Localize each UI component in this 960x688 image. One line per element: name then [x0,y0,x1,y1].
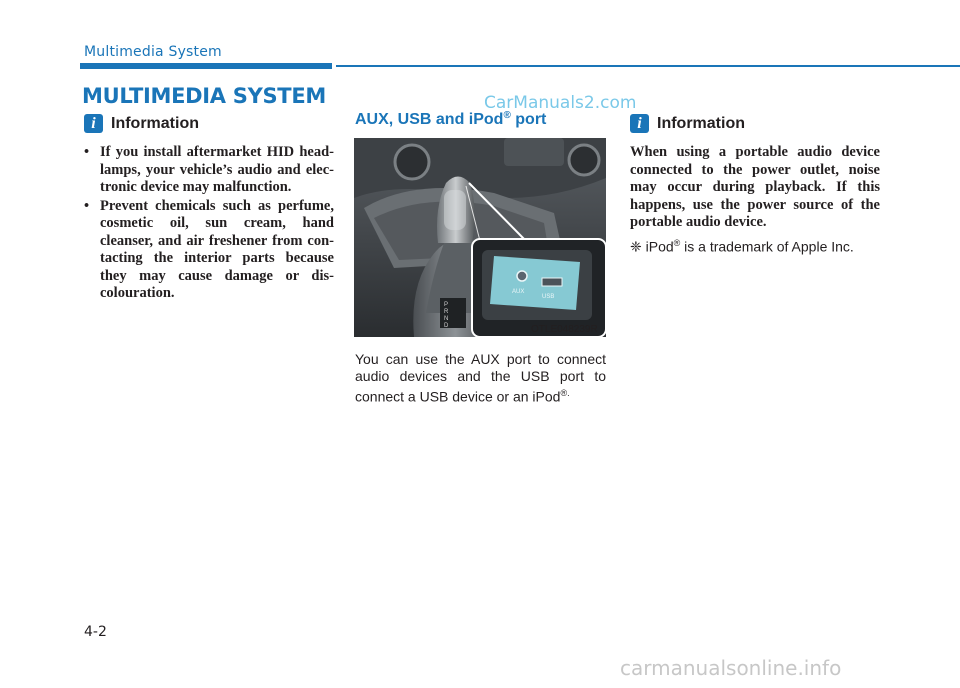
aux-title-suffix: port [510,111,547,128]
aux-body-main: You can use the AUX port to connect audio devices and the USB port to connect a USB device or an iPod [355,351,606,405]
trademark-sup: ® [673,238,681,248]
watermark-top: CarManuals2.com [484,93,637,113]
info-left-heading [84,114,199,133]
watermark-bottom: carmanualsonline.info [620,656,842,680]
aux-section-title [355,110,546,129]
gear-label-n: N [444,316,449,322]
aux-body-sup: ®. [560,388,570,398]
page-title: MULTIMEDIA SYSTEM [82,84,326,108]
trademark-prefix: ❈ iPod [630,238,674,255]
section-header: Multimedia System [84,44,222,60]
aux-port-label: AUX [512,289,525,295]
info-left-title: Information [111,114,199,132]
info-right-title: Information [657,114,745,132]
bullet-item: • If you install aftermarket HID head-lamps, your vehicle’s audio and elec-tronic device may malfunction. [84,144,334,197]
trademark-suffix: is a trademark of Apple Inc. [680,238,854,255]
page-number: 4-2 [84,624,107,640]
info-right-heading [630,114,745,133]
aux-title-text: AUX, USB and iPod [355,111,504,128]
aux-body-text [355,351,606,406]
trademark-note [630,238,890,256]
info-icon: i [630,114,649,133]
gear-label-d: D [444,323,449,329]
header-bar [80,63,332,69]
gear-label-r: R [444,309,449,315]
photo-code: OTLE048239R [531,324,598,335]
usb-port-label: USB [542,294,555,300]
aux-title-sup: ® [503,110,511,121]
info-right-body: When using a portable audio device connected to the power outlet, noise may occur during playback. If this happens, use the power source of the portable audio device. [630,144,880,230]
info-left-bullets [84,144,334,304]
console-photo [354,138,606,337]
bullet-item: • Prevent chemicals such as perfume, cosmetic oil, sun cream, hand cleanser, and air freshener from con-tacting the interior parts because they may cause damage or dis-colouration. [84,198,334,303]
gear-label-p: P [444,302,449,308]
info-icon: i [84,114,103,133]
header-rule [336,65,960,67]
